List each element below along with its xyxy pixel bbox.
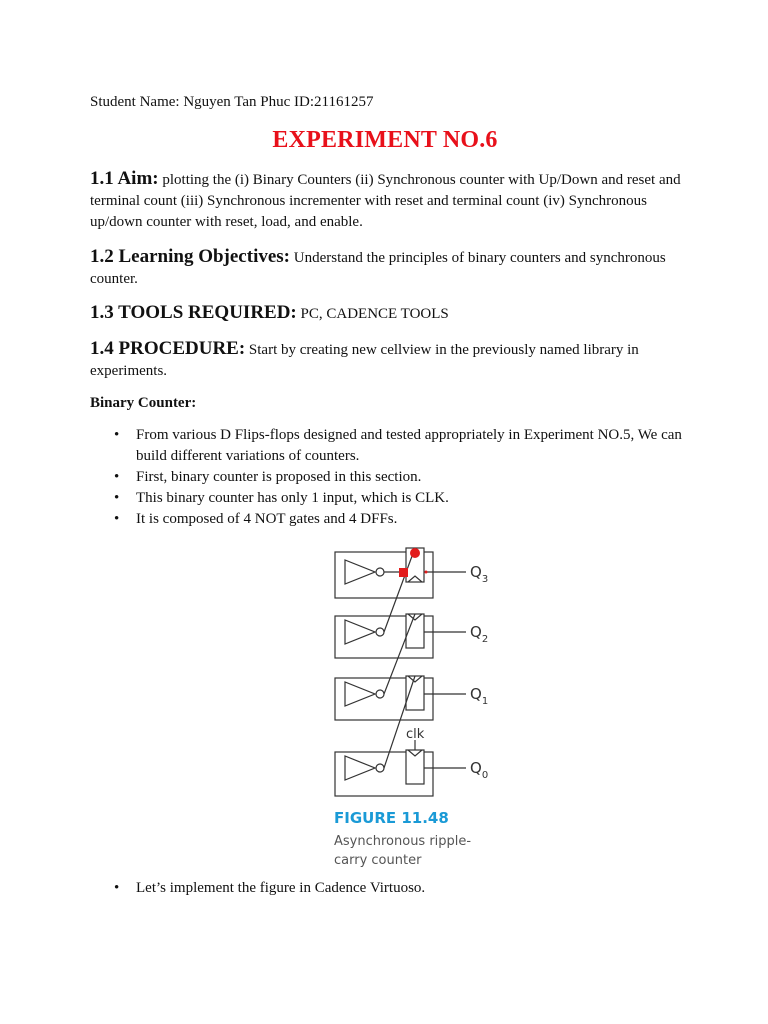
- aim-text: plotting the (i) Binary Counters (ii) Synchronous counter with Up/Down and reset and terminal count (iii) Synchronous incrementer with reset and terminal count (iv) Synchronous up/down counter with reset, load, and enable.: [90, 172, 681, 230]
- procedure-heading: 1.4 PROCEDURE:: [90, 338, 246, 359]
- stage-q1: [335, 676, 466, 720]
- list-item: • From various D Flips-flops designed and tested appropriately in Experiment NO.5, We can build different variations of counters.: [114, 427, 682, 464]
- aim-heading: 1.1 Aim:: [90, 168, 159, 189]
- stage-q0: [335, 740, 466, 796]
- procedure-text: Start by creating new cellview in the previously named library in experiments.: [90, 342, 639, 379]
- figure-title: FIGURE 11.48: [334, 809, 449, 827]
- list-item: • This binary counter has only 1 input, which is CLK.: [90, 488, 690, 509]
- inverter-bubble-icon: [376, 690, 384, 698]
- inverter-bubble-icon: [376, 764, 384, 772]
- output-label-q2: $Q_2$: [470, 623, 489, 645]
- bullet-list-last: [90, 878, 690, 899]
- aim-section: [90, 168, 690, 233]
- bullet-list: [90, 425, 690, 530]
- objectives-text: Understand the principles of binary counters and synchronous counter.: [90, 250, 666, 287]
- d-flip-flop-icon: [406, 750, 424, 784]
- experiment-title: EXPERIMENT NO.6: [272, 127, 498, 153]
- list-item: • First, binary counter is proposed in this section.: [90, 467, 690, 488]
- output-label-q1: $Q_1$: [470, 685, 489, 707]
- not-gate-icon: [345, 756, 375, 780]
- highlight-marker: [425, 571, 428, 574]
- output-label-q3: $Q_3$: [470, 563, 489, 585]
- objectives-heading: 1.2 Learning Objectives:: [90, 246, 291, 267]
- highlight-marker: [410, 548, 420, 558]
- figure-caption: Asynchronous ripple-carry counter: [334, 834, 472, 868]
- procedure-section: [90, 338, 690, 382]
- student-info: Student Name: Nguyen Tan Phuc ID:21161257: [90, 94, 374, 110]
- not-gate-icon: [345, 682, 375, 706]
- list-item: • It is composed of 4 NOT gates and 4 DFFs.: [90, 509, 690, 530]
- bullet-icon: •: [114, 511, 120, 527]
- binary-counter-label: Binary Counter:: [90, 395, 197, 411]
- bullet-icon: •: [114, 880, 120, 896]
- highlight-marker: [399, 568, 408, 577]
- inverter-bubble-icon: [376, 568, 384, 576]
- output-label-q0: $Q_0$: [470, 759, 489, 781]
- list-item: • Let’s implement the figure in Cadence Virtuoso.: [90, 878, 690, 899]
- not-gate-icon: [345, 620, 375, 644]
- ripple-counter-diagram: [330, 540, 500, 808]
- tools-text: PC, CADENCE TOOLS: [296, 306, 449, 322]
- bullet-icon: •: [114, 427, 120, 443]
- bullet-icon: •: [114, 469, 120, 485]
- tools-heading: 1.3 TOOLS REQUIRED:: [90, 302, 297, 323]
- not-gate-icon: [345, 560, 375, 584]
- bullet-icon: •: [114, 490, 120, 506]
- inverter-bubble-icon: [376, 628, 384, 636]
- tools-section: [90, 302, 690, 325]
- objectives-section: [90, 246, 690, 290]
- clk-label: clk: [406, 727, 425, 742]
